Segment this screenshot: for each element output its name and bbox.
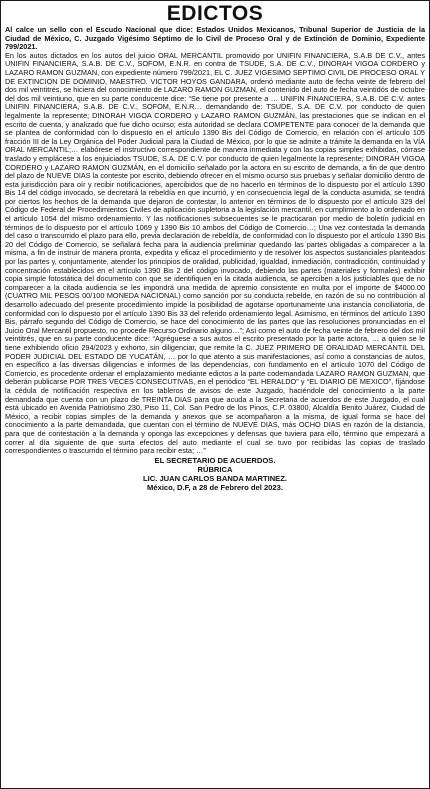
notice-body: En los autos dictados en los autos del juicio ORAL MERCANTIL promovido por UNIFIN FINANCIERA, S.A.B DE C.V., antes UNIFIN FINANCIERA, S.A.B. DE C.V., SOFOM, E.N.R. en contra de TSUDE, S.A. DE C.V., DINORAH VIGOA CORDERO y LAZARO RAMON GUZMAN, con expediente número 799/2021, EL C. JUEZ VIGESIMO SEPTIMO CIVIL DE PROCESO ORAL Y DE EXTINCION DE DOMINIO, MAESTRO. VICTOR HOYOS GANDARA, ordenó mediante auto de fecha veinte de febrero del dos mil veintitrés, se hiciera del conocimiento de LAZARO RAMON GUZMAN, el contenido del auto de fecha veintidós de octubre del dos mil veintiuno, que en su parte conducente dice: “Se tiene por presente a … UNIFIN FINANCIERA, S.A.B. DE C.V. antes UNIFIN FINANCIERA, S.A.B. DE C.V., SOFOM, E.N.R… demandando de: TSUDE, S.A. DE C.V. por conducto de quien legalmente la represente; DINORAH VIGOA CORDERO y LAZARO RAMON GUZMÁN, las prestaciones que se indican en el escrito de cuenta, y analizado que fue dicho ocurso; esta autoridad se declara COMPETENTE para conocer de la demanda que se plantea de conformidad con lo dispuesto en el artículo 1390 Bis del Código de Comercio, en relación con el artículo 105 fracción III de la Ley Orgánica del Poder Judicial para la Ciudad de México, por lo que se admite a trámite la demanda en la VÍA ORAL MERCANTIL;… elabórese el instructivo correspondiente de manera inmediata y con las copias simples exhibidas, córrase traslado y emplácese a los enjuiciados TSUDE, S.A. DE C.V. por conducto de quien legalmente la represente; DINORAH VIGOA CORDERO y LAZARO RAMON GUZMÁN, en el domicilio señalado por la actora en su escrito de demanda, a fin de que dentro del plazo de NUEVE DIAS la conteste por escrito, debiendo ofrecer en el mismo ocurso sus pruebas y señalar domicilio dentro de esta jurisdicción para oír y recibir notificaciones, apercibidos que de no hacerlo en términos de lo dispuesto por el artículo 1390 Bis 14 del código invocado, se decretará la rebeldía en que incurrió, y en consecuencia legal de la conducta asumida, se tendrá por ciertos los hechos de la demanda que dejaron de contestar, lo anterior en términos de lo dispuesto por el artículo 329 del Código de Federal de Procedimientos Civiles de aplicación supletoria a la legislación mercantil, en cumplimiento a lo ordenado en el artículo 1054 del mismo ordenamiento. Y las notificaciones subsecuentes se le practicaran por medio de boletín judicial en términos de lo dispuesto por el artículo 1069 y 1390 Bis 10 ambos del Código de Comercio…; Una vez contestada la demanda del caso o transcurrido el plazo para ello, previa declaración de rebeldía, de conformidad con lo dispuesto por el artículo 1390 Bis 20 del Código de Comercio, se señalará fecha para la audiencia preliminar quedando las partes obligadas a comparecer a la misma, a fin de instruir de manera pronta, expedita y eficaz el procedimiento y de resolver los aspectos sustanciales planteados por las partes y, conjuntamente, atender los principios de oralidad, publicidad, igualdad, inmediación, contradicción, continuidad y concentración establecidos en el artículo 1390 Bis 2 del código invocado, debiendo las partes (materiales y formales) exhibir copia simple fotostática del documento con que se identifiquen en la citada audiencia, se aperciben a los justiciables que de no comparecer a la citada audiencia se les impondrá una medida de apremio consistente en multa por el importe de $4000.00 (CUATRO MIL PESOS 00/100 MONEDA NACIONAL) como sanción por su conducta rebelde, en razón de su no contribución al desarrollo adecuado del presente procedimiento impide la posibilidad de agotarse oportunamente una instancia conciliatoria, de conformidad con lo dispuesto por el artículo 1390 Bis 33 del referido ordenamiento legal. Asimismo, en términos del artículo 1390 Bis, párrafo segundo del Código de Comercio, se hace del conocimiento de las partes que las resoluciones pronunciadas en el Juicio Oral Mercantil propuesto, no procede Recurso Ordinario alguno…”; Así como el auto de fecha veinte de febrero del dos mil veintitrés, que en su parte conducente dice: “Agréguese a sus autos el escrito presentado por la parte actora, … a quien se le tiene exhibiendo oficio 294/2023 y exhorto, sin diligenciar, que remite la C. JUEZ PRIMERO DE ORALIDAD MERCANTIL DEL PODER JUDICIAL DEL ESTADO DE YUCATÁN, … por lo que atento a sus manifestaciones, así como a constancias de autos, en específico a las diversas diligencias e informes de las dependencias, con fundamento en el artículo 1070 del Código de Comercio, es procedente ordenar el emplazamiento mediante edictos a la parte codemandada LAZARO RAMON GUZMAN, que deberán publicarse POR TRES VECES CONSECUTIVAS, en el periódico “EL HERALDO” y “EL DIARIO DE MEXICO”, fíjándose la cédula de notificación respectiva en los tableros de avisos de este Juzgado, haciéndole del conocimiento a la parte demandada que cuenta con un plazo de TREINTA DIAS para que acuda a la Secretaria de acuerdos de este Juzgado, el cual está ubicado en Avenida Patriotismo 230, Piso 11, Col. San Pedro de los Pinos, C.P. 03800, Alcaldía Benito Juárez, Ciudad de México, a recibir copias simples de la demanda y anexos que se acompañaron a la misma, de igual forma se hace del conocimiento a la parte demandada, que cuentan con el término de NUEVE DIAS, más OCHO DIAS en razón de la distancia, para que de contestación a la demanda y oponga las excepciones y defensas que tuviera para ello, término que empezará a correr al día siguiente de que surta efectos del auto mediante el cual se tuvo por recibidas las copias de traslado correspondientes o trascurrido el término para recibir esta; …” bbox=[5, 50, 425, 456]
secretary-title: EL SECRETARIO DE ACUERDOS. bbox=[154, 455, 276, 465]
notice-title: EDICTOS bbox=[166, 2, 264, 25]
place-date: México, D.F, a 28 de Febrero del 2023. bbox=[147, 483, 283, 493]
signature-block bbox=[5, 456, 425, 493]
signatory-name: LIC. JUAN CARLOS BANDA MARTINEZ. bbox=[143, 474, 287, 484]
court-seal-heading: Al calce un sello con el Escudo Nacional que dice: Estados Unidos Mexicanos, Tribunal Superior de Justicia de la Ciudad de México, C. Juzgado Vigésimo Séptimo de lo Civil de Proceso Oral y de Extinción de Dominio, Expediente 799/2021. bbox=[5, 25, 425, 52]
rubrica-label: RÚBRICA bbox=[197, 464, 233, 474]
